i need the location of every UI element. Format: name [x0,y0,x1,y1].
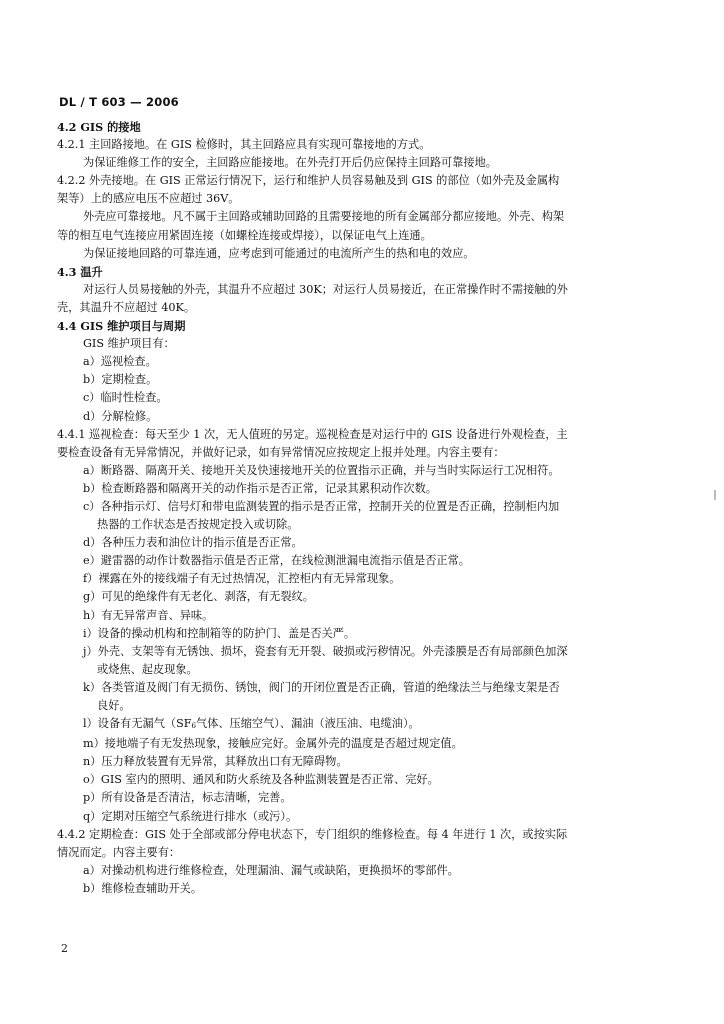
list-item: b）检查断路器和隔离开关的动作指示是否正常，记录其累积动作次数。 [83,481,437,495]
list-item-continuation: 热器的工作状态是否按规定投入或切除。 [97,518,299,532]
para-4-3-a: 对运行人员易接触的外壳，其温升不应超过 30K；对运行人员易接近，在正常操作时不需接触的外 [83,282,568,296]
standard-header: DL / T 603 — 2006 [59,95,179,109]
list-item: p）所有设备是否清洁，标志清晰，完善。 [83,791,292,805]
para-4-2-2-d: 等的相互电气连接应用紧固连接（如螺栓连接或焊接），以保证电气上连通。 [57,228,432,242]
para-4-3-b: 壳，其温升不应超过 40K。 [57,300,196,314]
list-item: f）裸露在外的接线端子有无过热情况，汇控柜内有无异常现象。 [83,572,401,586]
list-item-l-text: l）设备有无漏气（SF [83,717,192,731]
para-4-2-2-b: 架等）上的感应电压不应超过 36V。 [57,192,240,206]
para-4-4-intro: GIS 维护项目有： [83,337,175,351]
list-item: k）各类管道及阀门有无损伤、锈蚀，阀门的开闭位置是否正确，管道的绝缘法兰与绝缘支架是否 [83,680,560,694]
list-item-l-text-rest: 气体、压缩空气）、漏油（液压油、电缆油）。 [195,717,420,731]
list-item: g）可见的绝缘件有无老化、剥落，有无裂纹。 [83,590,314,604]
para-4-2-1-b: 为保证维修工作的安全，主回路应能接地。在外壳打开后仍应保持主回路可靠接地。 [83,156,497,170]
list-item-continuation: 良好。 [97,699,131,712]
list-item: e）避雷器的动作计数器指示值是否正常，在线检测泄漏电流指示值是否正常。 [83,554,470,568]
section-4-3-heading: 4.3 温升 [57,264,103,279]
list-item: i）设备的操动机构和控制箱等的防护门、盖是否关严。 [83,626,356,640]
list-item: a）巡视检查。 [83,355,157,369]
list-item: c）各种指示灯、信号灯和带电监测装置的指示是否正常，控制开关的位置是否正确，控制柜内加 [83,499,560,513]
para-4-2-2-e: 为保证接地回路的可靠连通，应考虑到可能通过的电流所产生的热和电的效应。 [83,246,475,260]
section-4-4-heading: 4.4 GIS 维护项目与周期 [57,319,186,334]
para-4-2-2-c: 外壳应可靠接地。凡不属于主回路或辅助回路的且需要接地的所有金属部分都应接地。外壳、构架 [83,210,565,224]
list-item: h）有无异常声音、异味。 [83,608,214,622]
para-4-4-2-b: 情况而定。内容主要有： [57,845,181,859]
para-4-4-2-a: 4.4.2 定期检查：GIS 处于全部或部分停电状态下，专门组织的维修检查。每 4 年进行 1 次，或按实际 [57,827,568,841]
page-number: 2 [61,942,68,955]
list-item-continuation: 或烧焦、起皮现象。 [97,662,198,676]
list-item: d）分解检修。 [83,409,158,423]
list-item: m）接地端子有无发热现象，接触应完好。金属外壳的温度是否超过规定值。 [83,737,463,751]
document-body [57,118,637,898]
sf6-subscript: 6 [191,722,196,731]
list-item: d）各种压力表和油位计的指示值是否正常。 [83,536,303,550]
para-4-4-1-a: 4.4.1 巡视检查：每天至少 1 次，无人值班的另定。巡视检查是对运行中的 GIS 设备进行外观检查，主 [57,427,568,441]
scan-mark [714,490,716,500]
list-item: c）临时性检查。 [83,391,168,405]
para-4-4-1-b: 要检查设备有无异常情况，并做好记录，如有异常情况应按规定上报并处理。内容主要有： [57,445,505,459]
list-item: b）定期检查。 [83,373,158,387]
list-item: a）对操动机构进行维修检查，处理漏油、漏气或缺陷，更换损坏的零部件。 [83,863,459,877]
list-item: q）定期对压缩空气系统进行排水（或污）。 [83,809,298,823]
list-item: b）维修检查辅助开关。 [83,881,203,895]
list-item: j）外壳、支架等有无锈蚀、损坏，瓷套有无开裂、破损或污秽情况。外壳漆膜是否有局部颜色加深 [83,644,568,658]
para-4-2-2-a: 4.2.2 外壳接地。在 GIS 正常运行情况下，运行和维护人员容易触及到 GIS 的部位（如外壳及金属构 [57,174,560,188]
list-item-l [57,715,637,735]
list-item: o）GIS 室内的照明、通风和防火系统及各种监测装置是否正常、完好。 [83,773,439,787]
list-item: a）断路器、隔离开关、接地开关及快速接地开关的位置指示正确，并与当时实际运行工况相符。 [83,463,560,477]
para-4-2-1: 4.2.1 主回路接地。在 GIS 检修时，其主回路应具有实现可靠接地的方式。 [57,138,431,152]
section-4-2-heading: 4.2 GIS 的接地 [57,120,141,134]
list-item: n）压力释放装置有无异常，其释放出口有无障碍物。 [83,755,348,769]
